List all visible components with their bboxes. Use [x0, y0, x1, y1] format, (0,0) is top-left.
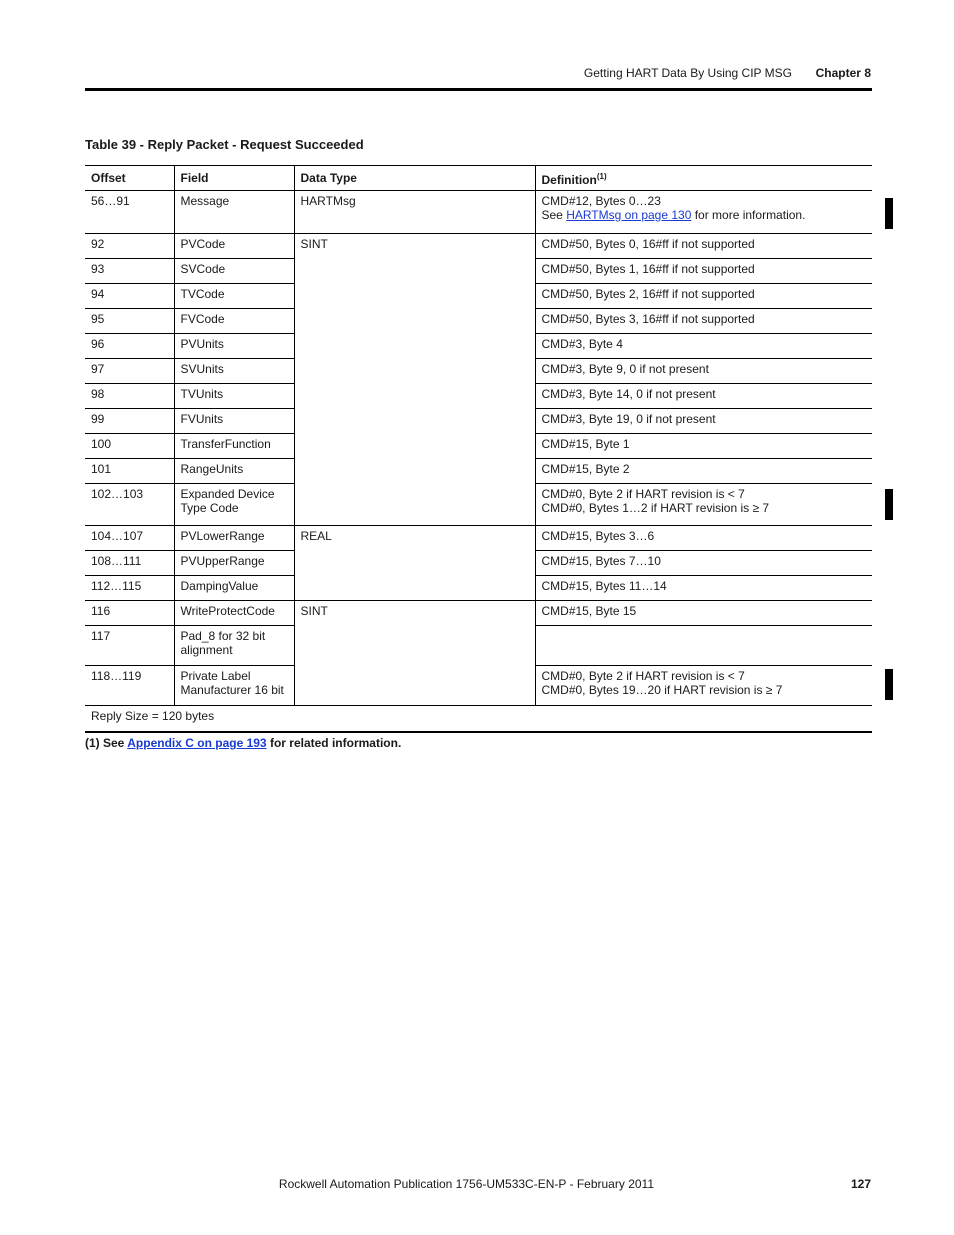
offset-cell: 98 — [85, 384, 174, 409]
running-header-title: Getting HART Data By Using CIP MSG — [583, 66, 792, 80]
change-bar — [885, 198, 893, 229]
definition-cell: CMD#3, Byte 4 — [535, 334, 872, 359]
field-cell: SVUnits — [174, 359, 294, 384]
definition-cell — [535, 484, 872, 526]
definition-cell: CMD#50, Bytes 1, 16#ff if not supported — [535, 259, 872, 284]
offset-cell: 93 — [85, 259, 174, 284]
data-type-cell: HARTMsg — [294, 191, 535, 234]
table-row — [85, 526, 872, 551]
offset-cell: 101 — [85, 459, 174, 484]
field-cell: PVUpperRange — [174, 551, 294, 576]
offset-cell: 104…107 — [85, 526, 174, 551]
definition-line — [542, 208, 867, 222]
table-header-row — [85, 166, 872, 191]
definition-cell: CMD#15, Byte 15 — [535, 601, 872, 626]
definition-line: CMD#0, Bytes 1…2 if HART revision is ≥ 7 — [541, 501, 770, 515]
footnote-text: for related information. — [266, 736, 402, 750]
definition-cell: CMD#50, Bytes 3, 16#ff if not supported — [535, 309, 872, 334]
field-cell: PVLowerRange — [174, 526, 294, 551]
offset-cell: 56…91 — [85, 191, 174, 234]
footnote-text: (1) See — [85, 736, 128, 750]
definition-line: CMD#0, Bytes 19…20 if HART revision is ≥ 7 — [541, 683, 783, 697]
offset-cell: 95 — [85, 309, 174, 334]
header-rule — [85, 88, 872, 91]
field-cell: Message — [174, 191, 294, 234]
field-cell: FVUnits — [174, 409, 294, 434]
offset-cell: 99 — [85, 409, 174, 434]
definition-cell — [535, 666, 872, 706]
running-header-chapter: Chapter 8 — [815, 66, 871, 80]
offset-cell: 92 — [85, 234, 174, 259]
field-line: Manufacturer 16 bit — [180, 683, 284, 697]
field-cell: WriteProtectCode — [174, 601, 294, 626]
offset-cell: 118…119 — [85, 666, 174, 706]
table-title: Table 39 - Reply Packet - Request Succeeded — [85, 137, 364, 152]
column-header-data-type: Data Type — [294, 166, 535, 191]
column-header-definition — [535, 166, 872, 191]
field-cell — [174, 626, 294, 666]
field-cell: TransferFunction — [174, 434, 294, 459]
field-line: alignment — [180, 643, 233, 657]
table-row — [85, 601, 872, 626]
definition-cell: CMD#50, Bytes 2, 16#ff if not supported — [535, 284, 872, 309]
data-type-cell: SINT — [294, 601, 535, 706]
definition-label: Definition — [541, 172, 597, 187]
field-line: Expanded Device — [180, 487, 275, 501]
data-type-cell: REAL — [294, 526, 535, 601]
field-cell — [174, 484, 294, 526]
footnote-marker: (1) — [596, 171, 607, 181]
definition-cell: CMD#3, Byte 14, 0 if not present — [535, 384, 872, 409]
field-cell — [174, 666, 294, 706]
field-cell: DampingValue — [174, 576, 294, 601]
field-cell: PVCode — [174, 234, 294, 259]
hartmsg-page-link[interactable]: HARTMsg on page 130 — [566, 208, 692, 222]
definition-cell: CMD#15, Bytes 11…14 — [535, 576, 872, 601]
definition-cell: CMD#15, Bytes 7…10 — [535, 551, 872, 576]
definition-line: CMD#12, Bytes 0…23 — [541, 194, 661, 208]
reply-packet-table — [85, 165, 872, 733]
offset-cell: 100 — [85, 434, 174, 459]
definition-text: See — [541, 208, 567, 222]
definition-cell: CMD#15, Bytes 3…6 — [535, 526, 872, 551]
definition-cell: CMD#50, Bytes 0, 16#ff if not supported — [535, 234, 872, 259]
field-cell: PVUnits — [174, 334, 294, 359]
appendix-c-link[interactable]: Appendix C on page 193 — [127, 736, 267, 750]
field-cell: SVCode — [174, 259, 294, 284]
column-header-offset: Offset — [85, 166, 174, 191]
definition-cell: CMD#15, Byte 2 — [535, 459, 872, 484]
page-number: 127 — [850, 1177, 871, 1191]
definition-text: for more information. — [691, 208, 806, 222]
field-cell: TVCode — [174, 284, 294, 309]
table-row — [85, 234, 872, 259]
field-cell: FVCode — [174, 309, 294, 334]
definition-cell — [535, 626, 872, 666]
offset-cell: 97 — [85, 359, 174, 384]
offset-cell: 108…111 — [85, 551, 174, 576]
definition-cell: CMD#3, Byte 9, 0 if not present — [535, 359, 872, 384]
offset-cell: 117 — [85, 626, 174, 666]
column-header-field: Field — [174, 166, 294, 191]
definition-line: CMD#0, Byte 2 if HART revision is < 7 — [541, 487, 745, 501]
offset-cell: 116 — [85, 601, 174, 626]
footer-publication: Rockwell Automation Publication 1756-UM533C-EN-P - February 2011 — [278, 1177, 654, 1191]
offset-cell: 94 — [85, 284, 174, 309]
definition-line: CMD#0, Byte 2 if HART revision is < 7 — [541, 669, 745, 683]
data-type-cell: SINT — [294, 234, 535, 526]
field-line: Pad_8 for 32 bit — [180, 629, 266, 643]
field-cell: RangeUnits — [174, 459, 294, 484]
field-cell: TVUnits — [174, 384, 294, 409]
reply-size-cell: Reply Size = 120 bytes — [85, 706, 872, 733]
offset-cell: 112…115 — [85, 576, 174, 601]
table-footnote — [85, 736, 401, 750]
field-line: Private Label — [180, 669, 251, 683]
definition-cell: CMD#3, Byte 19, 0 if not present — [535, 409, 872, 434]
table-row — [85, 191, 872, 234]
table-total-row — [85, 706, 872, 733]
offset-cell: 96 — [85, 334, 174, 359]
field-line: Type Code — [180, 501, 239, 515]
definition-cell — [535, 191, 872, 234]
definition-cell: CMD#15, Byte 1 — [535, 434, 872, 459]
change-bar — [885, 489, 893, 520]
offset-cell: 102…103 — [85, 484, 174, 526]
change-bar — [885, 669, 893, 700]
